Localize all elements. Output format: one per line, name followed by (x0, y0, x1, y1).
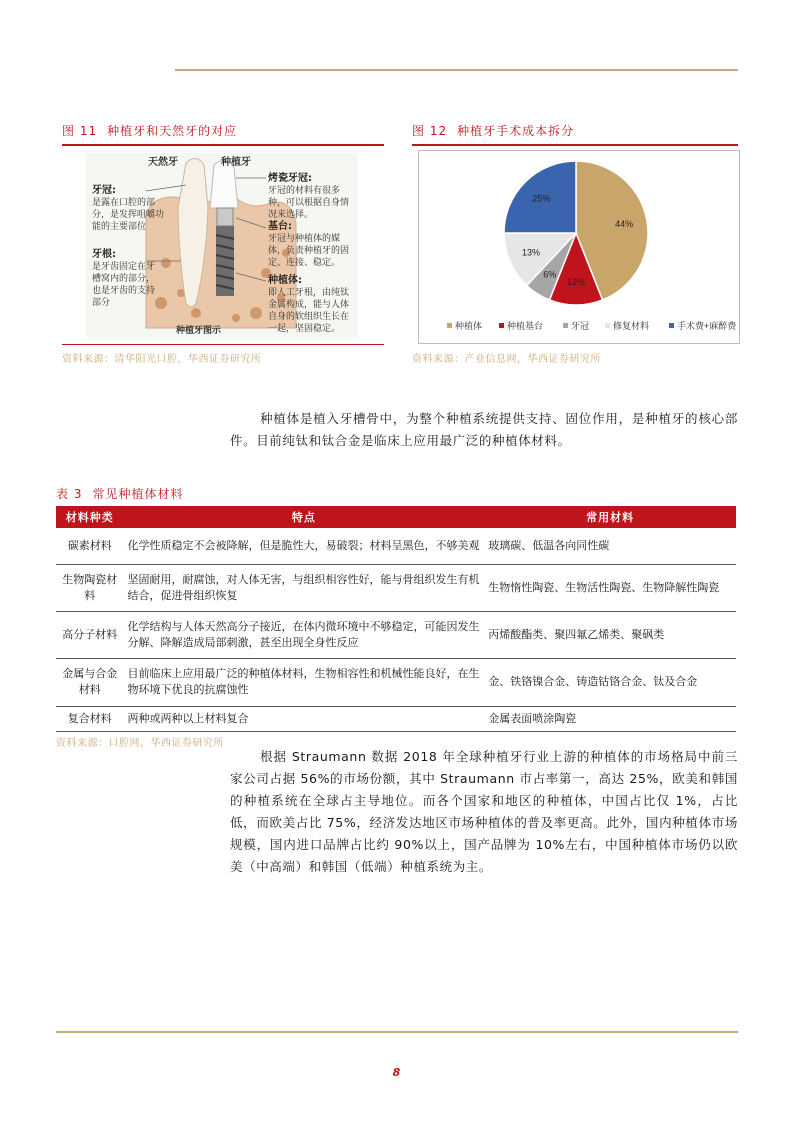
table-cell: 金、铁铬镍合金、铸造钴铬合金、钛及合金 (484, 658, 736, 706)
legend-label: 手术费+麻醉费 (677, 321, 737, 331)
table-cell: 丙烯酸酯类、聚四氟乙烯类、聚砜类 (484, 611, 736, 658)
table-header-row (56, 506, 736, 528)
table-row (56, 706, 736, 731)
table-row (56, 611, 736, 658)
table-header-cell: 特点 (124, 506, 485, 528)
footer-rule (56, 1031, 738, 1033)
table-cell: 复合材料 (56, 706, 124, 731)
legend-swatch (563, 323, 568, 328)
table3-title: 表 3 常见种植体材料 (56, 487, 184, 501)
page-number: 8 (392, 1066, 401, 1079)
pie-chart (419, 151, 739, 343)
table-cell: 生物惰性陶瓷、生物活性陶瓷、生物降解性陶瓷 (484, 564, 736, 611)
table-cell: 碳素材料 (56, 528, 124, 564)
pie-data-label: 6% (543, 269, 557, 280)
pie-data-label: 13% (522, 247, 541, 258)
table-cell: 高分子材料 (56, 611, 124, 658)
root-label: 牙根: 是牙齿固定在牙槽窝内的部分，也是牙齿的支持部分 (92, 249, 156, 308)
figure11-title-rule (62, 144, 384, 146)
table-header-cell: 材料种类 (56, 506, 124, 528)
table-cell: 金属与合金材料 (56, 658, 124, 706)
legend-label: 牙冠 (571, 321, 590, 331)
figure11-bottom-rule (62, 344, 384, 345)
figure12-title: 图 12 种植牙手术成本拆分 (412, 124, 575, 138)
abutment-label: 基台: 牙冠与种植体的媒体，负责种植牙的固定、连接、稳定。 (268, 221, 350, 268)
pie-chart-panel (418, 150, 740, 344)
figure12-source: 资料来源：产业信息网，华西证券研究所 (412, 354, 601, 365)
natural-tooth-label: 天然牙 (148, 157, 178, 168)
table3-source: 资料来源：口腔网，华西证券研究所 (56, 738, 224, 749)
table-row (56, 564, 736, 611)
legend-label: 种植基台 (507, 321, 544, 331)
figure12-title-rule (412, 144, 738, 146)
tooth-illustration (86, 153, 358, 338)
table-cell: 两种或两种以上材料复合 (124, 706, 485, 731)
table-header-cell: 常用材料 (484, 506, 736, 528)
table-cell: 化学结构与人体天然高分子接近，在体内微环境中不够稳定，可能因发生分解、降解造成局部刺激，甚至出现全身性反应 (124, 611, 485, 658)
pie-data-label: 12% (566, 276, 586, 287)
legend-swatch (605, 323, 610, 328)
table-row (56, 658, 736, 706)
paragraph-implant-body: 种植体是植入牙槽骨中，为整个种植系统提供支持、固位作用，是种植牙的核心部件。目前纯钛和钛合金是临床上应用最广泛的种植体材料。 (230, 411, 738, 448)
header-rule (175, 69, 738, 71)
implant-materials-table (56, 506, 736, 732)
legend-label: 修复材料 (613, 321, 650, 331)
legend-swatch (669, 323, 674, 328)
table-cell: 玻璃碳、低温各向同性碳 (484, 528, 736, 564)
implant-body-label: 种植体: 即人工牙根，由纯钛金属构成，能与人体自身的软组织生长在一起，坚固稳定。 (268, 275, 350, 334)
table-cell: 化学性质稳定不会被降解，但是脆性大，易破裂；材料呈黑色，不够美观 (124, 528, 485, 564)
figure11-title: 图 11 种植牙和天然牙的对应 (62, 124, 238, 138)
figure11-source: 资料来源：清华阳光口腔，华西证券研究所 (62, 354, 262, 365)
pie-data-label: 25% (532, 193, 551, 204)
legend-label: 种植体 (455, 321, 483, 331)
ceramic-crown-label: 烤瓷牙冠: 牙冠的材料有很多种，可以根据自身情况来选择。 (268, 173, 350, 220)
legend-swatch (447, 323, 452, 328)
crown-label: 牙冠: 是露在口腔的部分，是发挥咀嚼功能的主要部位 (92, 185, 165, 232)
paragraph-market-structure: 根据 Straumann 数据 2018 年全球种植牙行业上游的种植体的市场格局中前三家公司占据 56%的市场份额，其中 Straumann 市占率第一，高达 25%，欧美和韩国的种植系统在全球占主导地位。而各个国家和地区的种植体，中国占比仅 1%，占比低，而欧美占比 75%，经济发达地区市场种植体的普及率更高。此外，国内种植体市场规模，国内进口品牌占比约 90%以上，国产品牌为 10%左右，中国种植体市场仍以欧美（中高端）和韩国（低端）种植系统为主。 (230, 749, 738, 874)
table-cell: 生物陶瓷材料 (56, 564, 124, 611)
pie-data-label: 44% (615, 218, 634, 229)
table-cell: 金属表面喷涂陶瓷 (484, 706, 736, 731)
table-cell: 目前临床上应用最广泛的种植体材料，生物相容性和机械性能良好，在生物环境下优良的抗腐蚀性 (124, 658, 485, 706)
legend-swatch (499, 323, 504, 328)
implant-tooth-label: 种植牙 (221, 157, 251, 168)
table-row (56, 528, 736, 564)
illustration-caption: 种植牙图示 (176, 326, 222, 336)
table-cell: 坚固耐用，耐腐蚀，对人体无害，与组织相容性好，能与骨组织发生有机结合，促进骨组织恢复 (124, 564, 485, 611)
